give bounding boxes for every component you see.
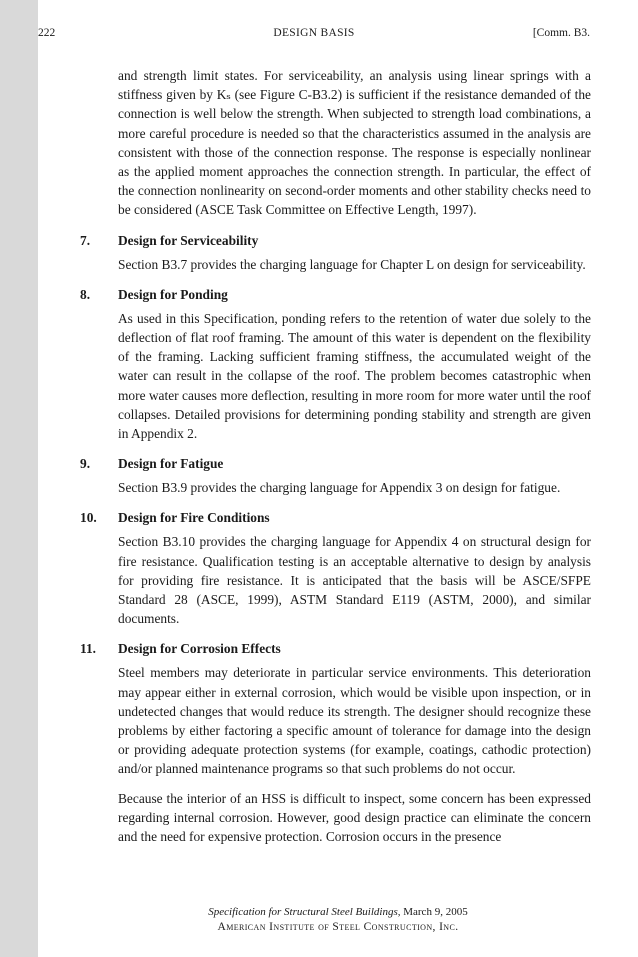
section-10 (80, 508, 591, 628)
footer-publisher: American Institute of Steel Construction, Inc. (217, 921, 459, 933)
section-title: Design for Fire Conditions (118, 510, 270, 526)
section-paragraph: Section B3.10 provides the charging language for Appendix 4 on structural design for fire resistance. Qualification testing is an acceptable alternative to design by analysis for providing fire resistance. It is anticipated that the basis will be ASCE/SFPE Standard 28 (ASCE, 1999), ASTM Standard E119 (ASTM, 2000), and similar documents. (118, 534, 591, 627)
footer-date: March 9, 2005 (400, 906, 468, 918)
footer-spec-title: Specification for Structural Steel Buildings, (208, 906, 401, 918)
page-footer (38, 905, 638, 935)
document-body (80, 66, 591, 846)
section-paragraph: Section B3.7 provides the charging language for Chapter L on design for serviceability. (118, 256, 586, 272)
intro-paragraph: and strength limit states. For serviceability, an analysis using linear springs with a stiffness given by Kₛ (see Figure C-B3.2) is sufficient if the resistance demanded of the connection is well below the strength. When subjected to strength load combinations, a more careful procedure is needed so that the characteristics assumed in the analysis are consistent with those of the connection response. The response is especially nonlinear as the applied moment approaches the connection strength. In particular, the effect of the connection nonlinearity on second-order moments and other stability checks need to be considered (ASCE Task Committee on Effective Length, 1997). (118, 68, 591, 218)
section-title: Design for Fatigue (118, 456, 224, 472)
section-9 (80, 454, 591, 497)
section-heading (80, 454, 591, 473)
section-number: 9. (80, 456, 91, 472)
section-title: Design for Serviceability (118, 232, 259, 248)
section-heading (80, 231, 591, 250)
section-heading (80, 285, 591, 304)
running-title: DESIGN BASIS (273, 27, 355, 39)
section-number: 7. (80, 232, 91, 248)
section-7 (80, 231, 591, 274)
section-number: 8. (80, 286, 91, 302)
page-number: 222 (38, 27, 56, 39)
section-heading (80, 508, 591, 527)
section-paragraph: Section B3.9 provides the charging language for Appendix 3 on design for fatigue. (118, 480, 561, 496)
section-heading (80, 639, 591, 658)
running-header (38, 27, 590, 43)
section-title: Design for Ponding (118, 286, 228, 302)
section-title: Design for Corrosion Effects (118, 641, 281, 657)
section-8 (80, 285, 591, 443)
section-paragraph: Steel members may deteriorate in particular service environments. This deterioration may appear either in external corrosion, which would be visible upon inspection, or in undetected changes that would reduce its strength. The designer should recognize these problems by either factoring a specific amount of tolerance for damage into the design or providing adequate protection systems (for example, coatings, cathodic protection) and/or planned maintenance programs so that such problems do not occur. (118, 665, 591, 777)
section-paragraph: Because the interior of an HSS is difficult to inspect, some concern has been expressed regarding internal corrosion. However, good design practice can eliminate the concern and the need for expensive protection. Corrosion occurs in the presence (118, 790, 591, 845)
section-reference: [Comm. B3. (532, 27, 590, 39)
section-number: 10. (80, 510, 97, 526)
section-paragraph: As used in this Specification, ponding refers to the retention of water due solely to the deflection of flat roof framing. The amount of this water is dependent on the flexibility of the framing. Lacking sufficient framing stiffness, the accumulated weight of the water can result in the collapse of the roof. The problem becomes catastrophic when more water causes more deflection, resulting in more room for more water until the roof collapses. Detailed provisions for determining ponding stability and strength are given in Appendix 2. (118, 310, 591, 442)
footer-citation (38, 905, 638, 920)
section-number: 11. (80, 641, 96, 657)
section-11 (80, 639, 591, 846)
